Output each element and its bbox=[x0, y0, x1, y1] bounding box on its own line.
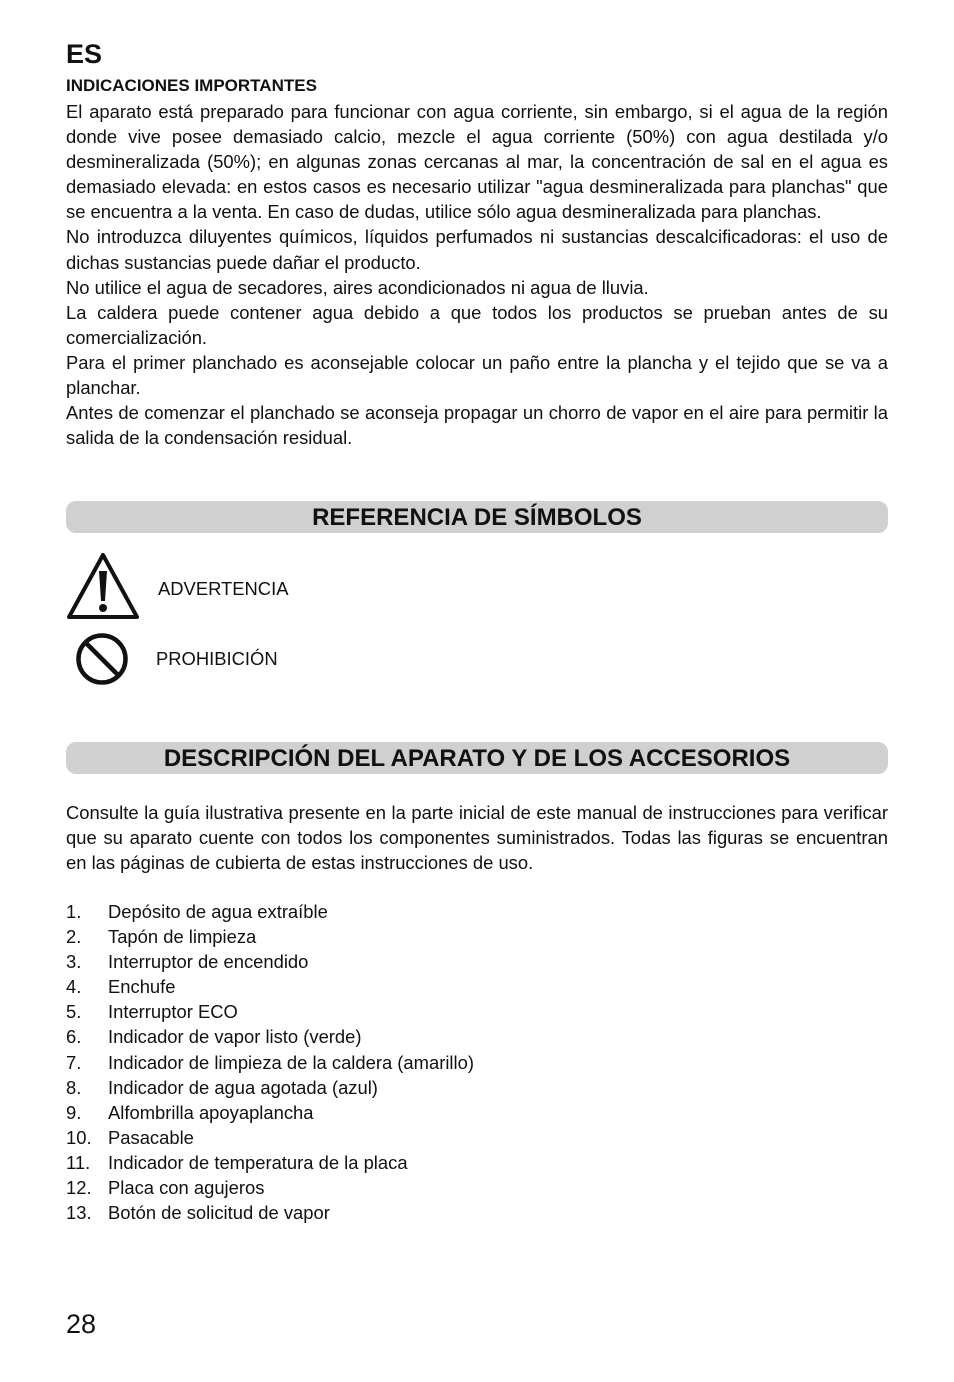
component-list bbox=[66, 899, 888, 1225]
item-number: 5. bbox=[66, 1001, 82, 1023]
list-item bbox=[66, 899, 888, 924]
list-item bbox=[66, 1200, 888, 1225]
item-text: Indicador de vapor listo (verde) bbox=[108, 1026, 362, 1048]
list-item bbox=[66, 999, 888, 1024]
item-text: Depósito de agua extraíble bbox=[108, 901, 328, 922]
item-number: 2. bbox=[66, 926, 82, 948]
item-text: Indicador de limpieza de la caldera (amarillo) bbox=[108, 1051, 474, 1073]
important-paragraph: Para el primer planchado es aconsejable colocar un paño entre la plancha y el tejido que se va a planchar. bbox=[66, 351, 888, 399]
list-item bbox=[66, 1075, 888, 1100]
list-item bbox=[66, 1024, 888, 1049]
item-text: Interruptor ECO bbox=[108, 1001, 238, 1023]
important-paragraph: Antes de comenzar el planchado se aconseja propagar un chorro de vapor en el aire para permitir la salida de la condensación residual. bbox=[66, 402, 888, 449]
important-paragraph: No utilice el agua de secadores, aires acondicionados ni agua de lluvia. bbox=[66, 276, 649, 298]
important-paragraph: No introduzca diluyentes químicos, líquidos perfumados ni sustancias descalcificadoras: el uso de dichas sustancias puede dañar el producto. bbox=[66, 226, 888, 273]
item-text: Placa con agujeros bbox=[108, 1177, 265, 1199]
warning-triangle-icon bbox=[66, 552, 140, 620]
item-text: Indicador de agua agotada (azul) bbox=[108, 1076, 378, 1098]
item-number: 11. bbox=[66, 1151, 91, 1173]
list-item bbox=[66, 1125, 888, 1150]
list-item bbox=[66, 1100, 888, 1125]
list-item bbox=[66, 1150, 888, 1175]
item-text: Pasacable bbox=[108, 1126, 194, 1148]
description-intro: Consulte la guía ilustrativa presente en la parte inicial de este manual de instrucciones para verificar que su aparato cuente con todos los componentes suministrados. Todas las figuras se encuentran en las páginas de cubierta de estas instrucciones de uso. bbox=[66, 802, 888, 874]
important-title: INDICACIONES IMPORTANTES bbox=[66, 76, 317, 95]
prohibition-label: PROHIBICIÓN bbox=[156, 648, 278, 669]
list-item bbox=[66, 1175, 888, 1200]
item-text: Botón de solicitud de vapor bbox=[108, 1202, 330, 1224]
list-item bbox=[66, 924, 888, 949]
description-heading: DESCRIPCIÓN DEL APARATO Y DE LOS ACCESORIOS bbox=[66, 742, 888, 774]
warning-label: ADVERTENCIA bbox=[158, 578, 289, 599]
item-text: Enchufe bbox=[108, 976, 176, 998]
item-number: 12. bbox=[66, 1177, 92, 1199]
item-number: 1. bbox=[66, 901, 82, 922]
item-number: 13. bbox=[66, 1202, 92, 1224]
item-number: 3. bbox=[66, 951, 82, 973]
important-paragraph: La caldera puede contener agua debido a que todos los productos se prueban antes de su comercialización. bbox=[66, 301, 888, 348]
page-number: 28 bbox=[66, 1309, 97, 1339]
item-text: Interruptor de encendido bbox=[108, 951, 309, 973]
item-number: 7. bbox=[66, 1051, 82, 1073]
list-item bbox=[66, 949, 888, 974]
item-number: 8. bbox=[66, 1076, 82, 1098]
item-text: Tapón de limpieza bbox=[108, 926, 257, 948]
item-number: 9. bbox=[66, 1101, 82, 1123]
important-body bbox=[66, 99, 888, 450]
item-number: 4. bbox=[66, 976, 82, 998]
prohibition-icon bbox=[75, 632, 129, 686]
symbols-heading: REFERENCIA DE SÍMBOLOS bbox=[66, 501, 888, 533]
item-text: Alfombrilla apoyaplancha bbox=[108, 1101, 314, 1123]
item-number: 10. bbox=[66, 1126, 92, 1148]
item-number: 6. bbox=[66, 1026, 82, 1048]
list-item bbox=[66, 1050, 888, 1075]
list-item bbox=[66, 974, 888, 999]
important-paragraph: El aparato está preparado para funcionar con agua corriente, sin embargo, si el agua de la región donde vive posee demasiado calcio, mezcle el agua corriente (50%) con agua destilada y/o desmineralizada (50%); en algunas zonas cercanas al mar, la concentración de sal en el agua es demasiado elevada: en estos casos es necesario utilizar "agua desmineralizada para planchas" que se encuentra a la venta. En caso de dudas, utilice sólo agua desmineralizada para planchas. bbox=[66, 101, 888, 223]
language-code: ES bbox=[66, 39, 103, 69]
item-text: Indicador de temperatura de la placa bbox=[108, 1151, 408, 1173]
